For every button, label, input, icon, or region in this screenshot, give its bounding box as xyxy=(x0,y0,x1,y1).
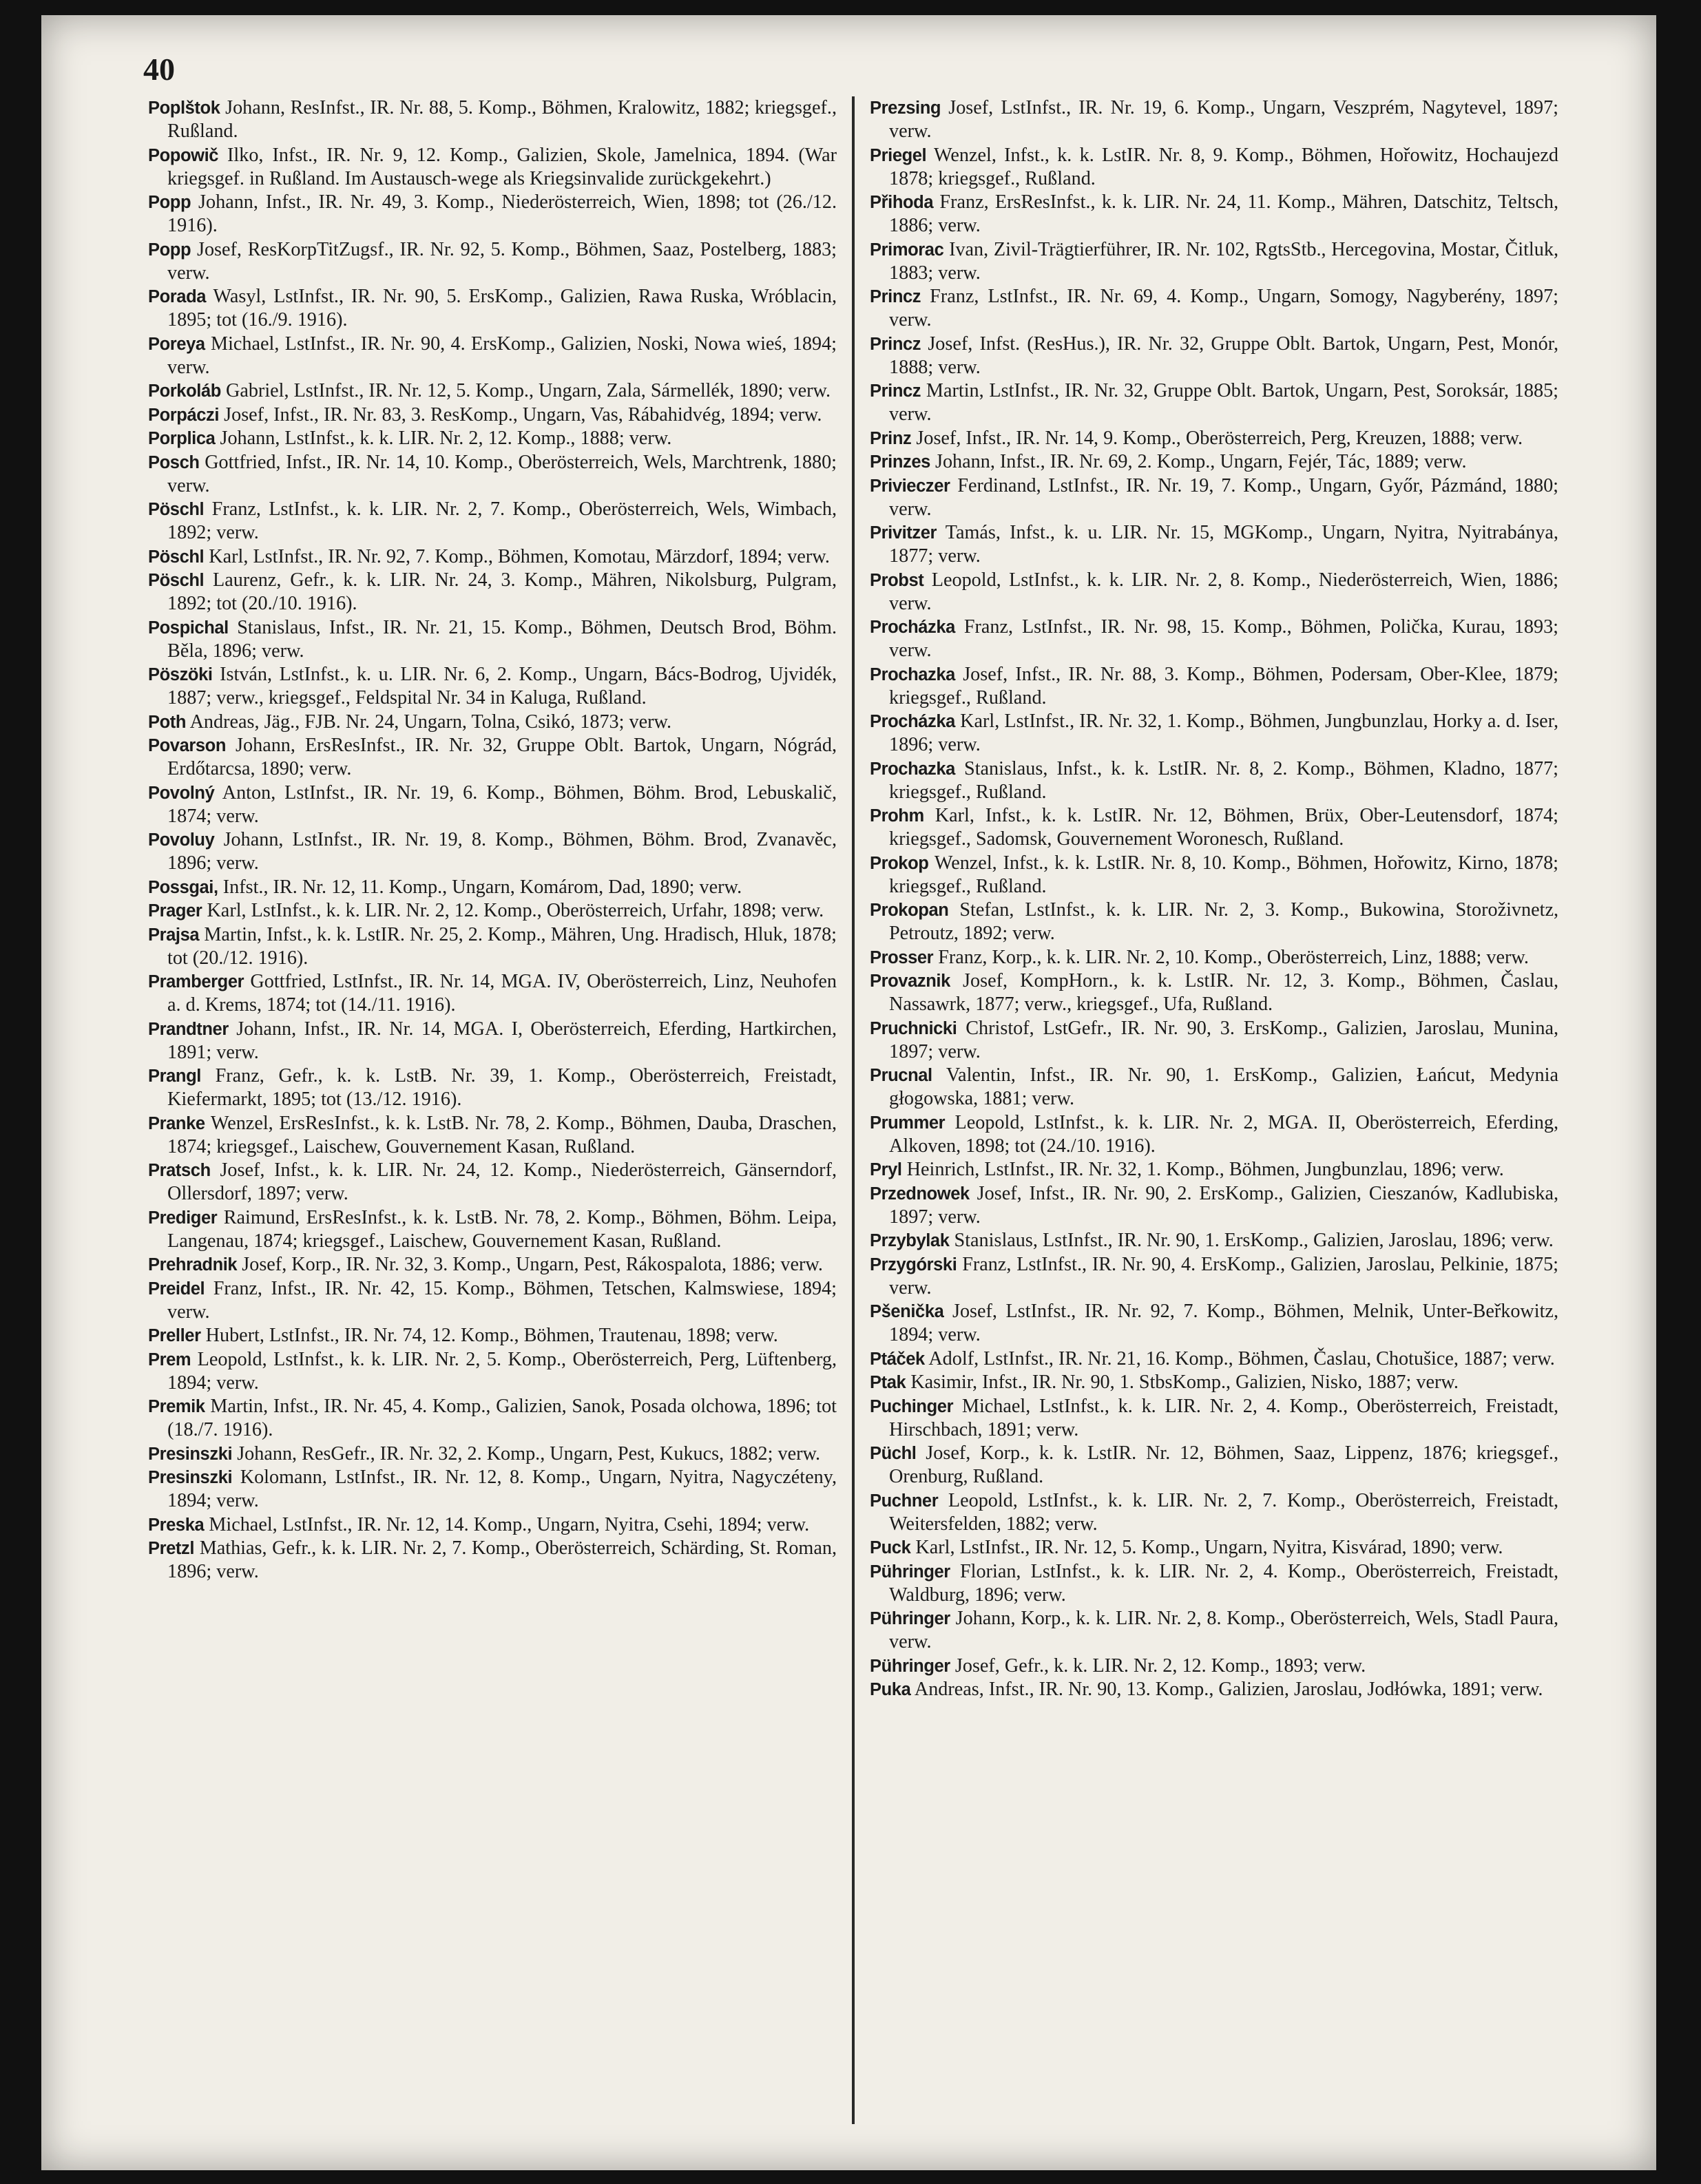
entry-details: Valentin, Infst., IR. Nr. 90, 1. ErsKomp., Galizien, Łańcut, Medynia głogowska, 1881; verw. xyxy=(889,1064,1558,1109)
entry-details: Franz, LstInfst., IR. Nr. 69, 4. Komp., Ungarn, Somogy, Nagyberény, 1897; verw. xyxy=(889,286,1558,330)
register-entry xyxy=(870,1607,1558,1654)
entry-surname: Procházka xyxy=(870,712,955,731)
entry-surname: Popp xyxy=(148,193,191,212)
register-entry xyxy=(870,1489,1558,1536)
register-entry xyxy=(148,1324,837,1347)
register-entry xyxy=(870,1253,1558,1300)
entry-surname: Prangl xyxy=(148,1067,201,1086)
page-number: 40 xyxy=(143,52,175,87)
entry-details: Franz, Gefr., k. k. LstB. Nr. 39, 1. Komp., Oberösterreich, Freistadt, Kiefermarkt, 1895; tot (13./12. 1916). xyxy=(167,1065,837,1110)
entry-details: Heinrich, LstInfst., IR. Nr. 32, 1. Komp., Böhmen, Jungbunzlau, 1896; verw. xyxy=(906,1159,1504,1180)
entry-surname: Princz xyxy=(870,287,921,306)
register-entry xyxy=(870,285,1558,332)
entry-surname: Ptáček xyxy=(870,1349,925,1369)
entry-details: Johann, Infst., IR. Nr. 49, 3. Komp., Niederösterreich, Wien, 1898; tot (26./12. 1916). xyxy=(167,191,837,236)
entry-details: Martin, Infst., k. k. LstIR. Nr. 25, 2. Komp., Mähren, Ung. Hradisch, Hluk, 1878; tot (20./12. 1916). xyxy=(167,923,837,969)
entry-surname: Puka xyxy=(870,1680,911,1699)
entry-details: Martin, LstInfst., IR. Nr. 32, Gruppe Oblt. Bartok, Ungarn, Pest, Soroksár, 1885; verw. xyxy=(889,380,1558,425)
entry-details: Christof, LstGefr., IR. Nr. 90, 3. ErsKomp., Galizien, Jaroslau, Munina, 1897; verw. xyxy=(889,1017,1558,1062)
entry-details: Josef, LstInfst., IR. Nr. 19, 6. Komp., Ungarn, Veszprém, Nagytevel, 1897; verw. xyxy=(889,97,1558,142)
entry-details: Laurenz, Gefr., k. k. LIR. Nr. 24, 3. Komp., Mähren, Nikolsburg, Pulgram, 1892; tot (20./10. 1916). xyxy=(167,569,837,614)
entry-surname: Pöschl xyxy=(148,571,205,590)
entry-surname: Povolný xyxy=(148,783,215,803)
entry-details: Johann, LstInfst., IR. Nr. 19, 8. Komp., Böhmen, Böhm. Brod, Zvanavěc, 1896; verw. xyxy=(167,829,837,874)
register-entry xyxy=(148,663,837,710)
register-entry xyxy=(870,238,1558,285)
register-entry xyxy=(870,191,1558,238)
register-entry xyxy=(870,1347,1558,1371)
entry-surname: Povoluy xyxy=(148,830,215,850)
register-entry xyxy=(148,1395,837,1442)
entry-surname: Prinz xyxy=(870,428,912,448)
register-entry xyxy=(148,427,837,450)
entry-details: Gottfried, Infst., IR. Nr. 14, 10. Komp., Oberösterreich, Wels, Marchtrenk, 1880; verw. xyxy=(167,451,837,496)
register-entry xyxy=(148,1206,837,1253)
register-entry xyxy=(148,1018,837,1064)
entry-details: Karl, Infst., k. k. LstIR. Nr. 12, Böhmen, Brüx, Ober-Leutensdorf, 1874; kriegsgef., Sadomsk, Gouvernement Woronesch, Rußland. xyxy=(889,805,1558,850)
register-entry xyxy=(148,734,837,781)
entry-details: Hubert, LstInfst., IR. Nr. 74, 12. Komp., Böhmen, Trautenau, 1898; verw. xyxy=(205,1325,778,1346)
entry-surname: Prohm xyxy=(870,806,924,826)
entry-details: Wenzel, Infst., k. k. LstIR. Nr. 8, 9. Komp., Böhmen, Hořowitz, Hochaujezd 1878; kriegsgef., Rußland. xyxy=(889,144,1558,189)
entry-surname: Prucnal xyxy=(870,1066,932,1085)
entry-details: Andreas, Infst., IR. Nr. 90, 13. Komp., Galizien, Jaroslau, Jodłówka, 1891; verw. xyxy=(914,1679,1543,1700)
register-entry xyxy=(148,1277,837,1324)
entry-details: Tamás, Infst., k. u. LIR. Nr. 15, MGKomp., Ungarn, Nyitra, Nyitrabánya, 1877; verw. xyxy=(889,522,1558,567)
entry-details: Gottfried, LstInfst., IR. Nr. 14, MGA. IV, Oberösterreich, Linz, Neuhofen a. d. Krems, 1874; tot (14./11. 1916). xyxy=(167,971,837,1016)
entry-surname: Pospichal xyxy=(148,618,229,638)
entry-surname: Ptak xyxy=(870,1373,906,1392)
entry-details: Kolomann, LstInfst., IR. Nr. 12, 8. Komp., Ungarn, Nyitra, Nagyczéteny, 1894; verw. xyxy=(167,1467,837,1511)
entry-details: Stanislaus, Infst., k. k. LstIR. Nr. 8, 2. Komp., Böhmen, Kladno, 1877; kriegsgef., Rußland. xyxy=(889,757,1558,803)
register-entry xyxy=(870,427,1558,450)
entry-details: Andreas, Jäg., FJB. Nr. 24, Ungarn, Tolna, Csikó, 1873; verw. xyxy=(189,711,672,733)
register-entry xyxy=(148,1442,837,1466)
register-entry xyxy=(148,1466,837,1513)
entry-surname: Pöszöki xyxy=(148,665,213,684)
entry-details: Stanislaus, Infst., IR. Nr. 21, 15. Komp., Böhmen, Deutsch Brod, Böhm. Běla, 1896; verw. xyxy=(167,616,837,662)
entry-surname: Pöschl xyxy=(148,500,205,519)
register-entry xyxy=(148,238,837,285)
entry-details: István, LstInfst., k. u. LIR. Nr. 6, 2. Komp., Ungarn, Bács-Bodrog, Ujvidék, 1887; verw., kriegsgef., Feldspital Nr. 34 in Kaluga, Rußland. xyxy=(167,664,837,708)
entry-surname: Pratsch xyxy=(148,1161,211,1180)
entry-surname: Posch xyxy=(148,452,200,472)
entry-surname: Poreya xyxy=(148,334,205,354)
register-entry xyxy=(870,569,1558,616)
entry-surname: Premik xyxy=(148,1397,205,1416)
entry-details: Franz, ErsResInfst., k. k. LIR. Nr. 24, 11. Komp., Mähren, Datschitz, Teltsch, 1886; verw. xyxy=(889,191,1558,236)
entry-surname: Porkoláb xyxy=(148,381,221,401)
entry-details: Florian, LstInfst., k. k. LIR. Nr. 2, 4. Komp., Oberösterreich, Freistadt, Waldburg, 1896; verw. xyxy=(889,1560,1558,1606)
entry-surname: Porplica xyxy=(148,429,216,448)
register-entry xyxy=(148,876,837,899)
entry-details: Leopold, LstInfst., k. k. LIR. Nr. 2, MGA. II, Oberösterreich, Eferding, Alkoven, 1898; tot (24./10. 1916). xyxy=(889,1111,1558,1157)
register-entry xyxy=(870,1371,1558,1394)
entry-surname: Pretzl xyxy=(148,1539,195,1558)
entry-details: Johann, Infst., IR. Nr. 14, MGA. I, Oberösterreich, Eferding, Hartkirchen, 1891; verw. xyxy=(167,1018,837,1063)
entry-details: Franz, LstInfst., IR. Nr. 90, 4. ErsKomp., Galizien, Jaroslau, Pelkinie, 1875; verw. xyxy=(889,1253,1558,1299)
register-entry xyxy=(870,144,1558,191)
entry-details: Franz, Infst., IR. Nr. 42, 15. Komp., Böhmen, Tetschen, Kalmswiese, 1894; verw. xyxy=(167,1277,837,1323)
entry-details: Ferdinand, LstInfst., IR. Nr. 19, 7. Komp., Ungarn, Győr, Pázmánd, 1880; verw. xyxy=(889,474,1558,520)
entry-surname: Provaznik xyxy=(870,972,950,991)
entry-details: Wasyl, LstInfst., IR. Nr. 90, 5. ErsKomp., Galizien, Rawa Ruska, Wróblacin, 1895; tot (16./9. 1916). xyxy=(167,286,837,330)
entry-surname: Prummer xyxy=(870,1113,946,1133)
register-entry xyxy=(870,969,1558,1016)
entry-details: Johann, LstInfst., k. k. LIR. Nr. 2, 12. Komp., 1888; verw. xyxy=(220,428,672,449)
entry-details: Josef, Korp., k. k. LstIR. Nr. 12, Böhmen, Saaz, Lippenz, 1876; kriegsgef., Orenburg, Rußland. xyxy=(889,1442,1558,1487)
entry-surname: Pryl xyxy=(870,1160,902,1179)
entry-details: Ivan, Zivil-Trägtierführer, IR. Nr. 102, RgtsStb., Hercegovina, Mostar, Čitluk, 1883; verw. xyxy=(889,238,1558,284)
entry-surname: Privieczer xyxy=(870,476,950,496)
register-entry xyxy=(870,710,1558,757)
entry-details: Kasimir, Infst., IR. Nr. 90, 1. StbsKomp., Galizien, Nisko, 1887; verw. xyxy=(910,1372,1459,1393)
register-entry xyxy=(148,1159,837,1206)
entry-details: Gabriel, LstInfst., IR. Nr. 12, 5. Komp., Ungarn, Zala, Sármellék, 1890; verw. xyxy=(225,380,831,401)
register-entry xyxy=(870,1536,1558,1560)
register-entry xyxy=(148,379,837,403)
entry-details: Karl, LstInfst., IR. Nr. 12, 5. Komp., Ungarn, Nyitra, Kisvárad, 1890; verw. xyxy=(915,1537,1503,1558)
entry-surname: Puchner xyxy=(870,1491,939,1511)
entry-surname: Primorac xyxy=(870,240,944,260)
register-entry xyxy=(870,1560,1558,1607)
right-column xyxy=(870,96,1558,2134)
register-entry xyxy=(870,474,1558,521)
register-entry xyxy=(148,781,837,828)
entry-details: Adolf, LstInfst., IR. Nr. 21, 16. Komp., Böhmen, Časlau, Chotušice, 1887; verw. xyxy=(928,1347,1555,1369)
register-entry xyxy=(870,1017,1558,1064)
register-entry xyxy=(148,616,837,663)
column-divider xyxy=(852,96,855,2124)
entry-surname: Prediger xyxy=(148,1208,218,1228)
entry-surname: Pranke xyxy=(148,1113,205,1133)
entry-surname: Prochazka xyxy=(870,664,955,684)
entry-surname: Prezsing xyxy=(870,98,941,118)
entry-surname: Prokopan xyxy=(870,901,949,920)
register-entry xyxy=(870,946,1558,969)
register-entry xyxy=(148,545,837,569)
register-entry xyxy=(148,1112,837,1159)
entry-details: Michael, LstInfst., IR. Nr. 90, 4. ErsKomp., Galizien, Noski, Nowa wieś, 1894; verw. xyxy=(167,333,837,378)
entry-surname: Püchl xyxy=(870,1444,917,1463)
register-entry xyxy=(870,1229,1558,1252)
register-entry xyxy=(870,450,1558,474)
register-entry xyxy=(870,804,1558,851)
entry-details: Stefan, LstInfst., k. k. LIR. Nr. 2, 3. Komp., Bukowina, Storoživnetz, Petroutz, 1892; verw. xyxy=(889,899,1558,944)
register-entry xyxy=(870,852,1558,899)
entry-surname: Přihoda xyxy=(870,193,934,212)
entry-details: Josef, LstInfst., IR. Nr. 92, 7. Komp., Böhmen, Melnik, Unter-Beřkowitz, 1894; verw. xyxy=(889,1301,1558,1345)
entry-surname: Pühringer xyxy=(870,1609,950,1628)
entry-details: Josef, Korp., IR. Nr. 32, 3. Komp., Ungarn, Pest, Rákospalota, 1886; verw. xyxy=(242,1254,823,1275)
register-entry xyxy=(870,1300,1558,1347)
register-entry xyxy=(148,1537,837,1584)
register-entry xyxy=(870,663,1558,710)
entry-surname: Prosser xyxy=(870,947,934,967)
register-entry xyxy=(148,1064,837,1111)
entry-surname: Presinszki xyxy=(148,1444,233,1464)
register-entry xyxy=(148,1513,837,1537)
entry-surname: Porpáczi xyxy=(148,405,220,425)
entry-surname: Pramberger xyxy=(148,972,244,991)
entry-surname: Prehradnik xyxy=(148,1255,238,1274)
entry-surname: Prokop xyxy=(870,853,929,873)
entry-details: Josef, Gefr., k. k. LIR. Nr. 2, 12. Komp., 1893; verw. xyxy=(954,1655,1366,1677)
entry-details: Karl, LstInfst., k. k. LIR. Nr. 2, 12. Komp., Oberösterreich, Urfahr, 1898; verw. xyxy=(207,900,824,921)
entry-details: Martin, Infst., IR. Nr. 45, 4. Komp., Galizien, Sanok, Posada olchowa, 1896; tot (18./7. 1916). xyxy=(167,1396,837,1440)
register-entry xyxy=(148,451,837,498)
entry-surname: Pühringer xyxy=(870,1562,950,1582)
entry-details: Johann, Korp., k. k. LIR. Nr. 2, 8. Komp., Oberösterreich, Wels, Stadl Paura, verw. xyxy=(889,1608,1558,1652)
entry-surname: Procházka xyxy=(870,618,955,637)
entry-details: Michael, LstInfst., k. k. LIR. Nr. 2, 4. Komp., Oberösterreich, Freistadt, Hirschbach, 1891; verw. xyxy=(889,1395,1558,1440)
entry-details: Josef, Infst., IR. Nr. 83, 3. ResKomp., Ungarn, Vas, Rábahidvég, 1894; verw. xyxy=(224,403,822,426)
register-entry xyxy=(870,1111,1558,1158)
entry-details: Josef, Infst., IR. Nr. 14, 9. Komp., Oberösterreich, Perg, Kreuzen, 1888; verw. xyxy=(916,427,1523,449)
register-entry xyxy=(148,923,837,970)
entry-details: Karl, LstInfst., IR. Nr. 92, 7. Komp., Böhmen, Komotau, Märzdorf, 1894; verw. xyxy=(209,545,830,567)
register-entry xyxy=(148,899,837,923)
register-entry xyxy=(870,899,1558,945)
entry-surname: Prager xyxy=(148,901,202,921)
register-entry xyxy=(870,1064,1558,1111)
entry-surname: Poplštok xyxy=(148,98,220,118)
register-entry xyxy=(870,333,1558,379)
register-entry xyxy=(148,96,837,143)
register-entry xyxy=(148,828,837,875)
entry-details: Johann, ResGefr., IR. Nr. 32, 2. Komp., Ungarn, Pest, Kukucs, 1882; verw. xyxy=(237,1442,821,1464)
register-entry xyxy=(870,379,1558,426)
entry-surname: Princz xyxy=(870,334,921,354)
entry-surname: Prem xyxy=(148,1350,191,1369)
entry-surname: Privitzer xyxy=(870,523,937,543)
entry-details: Ilko, Infst., IR. Nr. 9, 12. Komp., Galizien, Skole, Jamelnica, 1894. (War kriegsgef. in Rußland. Im Austausch-wege als Kriegsinvalide zurückgekehrt.) xyxy=(167,144,837,189)
register-entry xyxy=(870,1655,1558,1678)
register-entry xyxy=(870,1395,1558,1442)
entry-details: Franz, Korp., k. k. LIR. Nr. 2, 10. Komp., Oberösterreich, Linz, 1888; verw. xyxy=(938,946,1529,968)
entry-surname: Prochazka xyxy=(870,759,955,779)
entry-details: Josef, Infst. (ResHus.), IR. Nr. 32, Gruppe Oblt. Bartok, Ungarn, Pest, Monór, 1888; verw. xyxy=(889,333,1558,378)
entry-surname: Preller xyxy=(148,1326,201,1345)
entry-surname: Popp xyxy=(148,240,191,260)
entry-surname: Pöschl xyxy=(148,547,205,567)
entry-details: Leopold, LstInfst., k. k. LIR. Nr. 2, 7. Komp., Oberösterreich, Freistadt, Weitersfelden, 1882; verw. xyxy=(889,1489,1558,1535)
register-entry xyxy=(148,569,837,616)
entry-surname: Princz xyxy=(870,381,921,401)
entry-details: Josef, Infst., IR. Nr. 90, 2. ErsKomp., Galizien, Cieszanów, Kadlubiska, 1897; verw. xyxy=(889,1182,1558,1228)
register-entry xyxy=(148,403,837,427)
register-entry xyxy=(870,521,1558,568)
entry-details: Leopold, LstInfst., k. k. LIR. Nr. 2, 8. Komp., Niederösterreich, Wien, 1886; verw. xyxy=(889,569,1558,614)
entry-surname: Probst xyxy=(870,570,924,590)
entry-surname: Popowič xyxy=(148,145,219,165)
entry-details: Johann, ResInfst., IR. Nr. 88, 5. Komp., Böhmen, Kralowitz, 1882; kriegsgef., Rußland. xyxy=(167,97,837,142)
entry-surname: Presinszki xyxy=(148,1468,233,1487)
entry-details: Josef, Infst., k. k. LIR. Nr. 24, 12. Komp., Niederösterreich, Gänserndorf, Ollersdorf, 1897; verw. xyxy=(167,1159,837,1204)
entry-details: Infst., IR. Nr. 12, 11. Komp., Ungarn, Komárom, Dad, 1890; verw. xyxy=(222,876,742,898)
register-entry xyxy=(148,285,837,332)
entry-details: Mathias, Gefr., k. k. LIR. Nr. 2, 7. Komp., Oberösterreich, Schärding, St. Roman, 1896; verw. xyxy=(167,1537,837,1582)
entry-surname: Prinzes xyxy=(870,452,930,472)
entry-details: Wenzel, ErsResInfst., k. k. LstB. Nr. 78, 2. Komp., Böhmen, Dauba, Draschen, 1874; kriegsgef., Laischew, Gouvernement Kasan, Rußland. xyxy=(167,1112,837,1157)
entry-details: Leopold, LstInfst., k. k. LIR. Nr. 2, 5. Komp., Oberösterreich, Perg, Lüftenberg, 1894; verw. xyxy=(167,1348,837,1394)
entry-surname: Preidel xyxy=(148,1279,205,1299)
register-entry xyxy=(148,333,837,379)
entry-details: Josef, Infst., IR. Nr. 88, 3. Komp., Böhmen, Podersam, Ober-Klee, 1879; kriegsgef., Rußland. xyxy=(889,663,1558,708)
register-entry xyxy=(870,1182,1558,1229)
entry-surname: Prajsa xyxy=(148,925,200,945)
register-entry xyxy=(870,96,1558,143)
register-entry xyxy=(148,970,837,1017)
entry-surname: Przygórski xyxy=(870,1254,957,1274)
entry-surname: Possgai, xyxy=(148,877,218,897)
entry-surname: Pühringer xyxy=(870,1656,950,1676)
register-entry xyxy=(870,757,1558,804)
entry-surname: Priegel xyxy=(870,145,927,165)
entry-surname: Povarson xyxy=(148,736,227,755)
register-entry xyxy=(148,144,837,191)
entry-surname: Prandtner xyxy=(148,1019,229,1039)
entry-details: Josef, KompHorn., k. k. LstIR. Nr. 12, 3. Komp., Böhmen, Časlau, Nassawrk, 1877; verw., kriegsgef., Ufa, Rußland. xyxy=(889,970,1558,1015)
register-entry xyxy=(870,1158,1558,1182)
entry-surname: Puchinger xyxy=(870,1396,954,1416)
register-entry xyxy=(148,191,837,238)
register-entry xyxy=(148,498,837,545)
register-entry xyxy=(870,616,1558,662)
entry-details: Wenzel, Infst., k. k. LstIR. Nr. 8, 10. Komp., Böhmen, Hořowitz, Kirno, 1878; kriegsgef., Rußland. xyxy=(889,852,1558,897)
entry-surname: Puck xyxy=(870,1538,911,1557)
entry-surname: Pšenička xyxy=(870,1302,944,1321)
entry-details: Anton, LstInfst., IR. Nr. 19, 6. Komp., Böhmen, Böhm. Brod, Lebuskalič, 1874; verw. xyxy=(167,781,837,827)
entry-surname: Porada xyxy=(148,287,207,306)
entry-details: Michael, LstInfst., IR. Nr. 12, 14. Komp., Ungarn, Nyitra, Csehi, 1894; verw. xyxy=(209,1513,810,1535)
register-entry xyxy=(148,711,837,734)
entry-details: Franz, LstInfst., IR. Nr. 98, 15. Komp., Böhmen, Polička, Kurau, 1893; verw. xyxy=(889,616,1558,661)
entry-details: Johann, Infst., IR. Nr. 69, 2. Komp., Ungarn, Fejér, Tác, 1889; verw. xyxy=(935,451,1467,472)
entry-details: Johann, ErsResInfst., IR. Nr. 32, Gruppe Oblt. Bartok, Ungarn, Nógrád, Erdőtarcsa, 1890; verw. xyxy=(167,735,837,779)
entry-surname: Przybylak xyxy=(870,1231,950,1250)
register-entry xyxy=(870,1442,1558,1489)
left-column xyxy=(148,96,837,2134)
entry-details: Raimund, ErsResInfst., k. k. LstB. Nr. 78, 2. Komp., Böhmen, Böhm. Leipa, Langenau, 1874; kriegsgef., Laischew, Gouvernement Kasan, Rußland. xyxy=(167,1206,837,1252)
entry-surname: Preska xyxy=(148,1515,205,1535)
entry-details: Franz, LstInfst., k. k. LIR. Nr. 2, 7. Komp., Oberösterreich, Wels, Wimbach, 1892; verw. xyxy=(167,498,837,543)
register-entry xyxy=(148,1348,837,1395)
register-entry xyxy=(870,1678,1558,1701)
entry-surname: Pruchnicki xyxy=(870,1018,957,1038)
scanned-page xyxy=(41,15,1656,2170)
entry-details: Stanislaus, LstInfst., IR. Nr. 90, 1. ErsKomp., Galizien, Jaroslau, 1896; verw. xyxy=(954,1230,1554,1251)
register-entry xyxy=(148,1253,837,1277)
entry-surname: Poth xyxy=(148,712,187,732)
entry-details: Karl, LstInfst., IR. Nr. 32, 1. Komp., Böhmen, Jungbunzlau, Horky a. d. Iser, 1896; verw. xyxy=(889,711,1558,755)
entry-surname: Przednowek xyxy=(870,1184,970,1204)
entry-details: Josef, ResKorpTitZugsf., IR. Nr. 92, 5. Komp., Böhmen, Saaz, Postelberg, 1883; verw. xyxy=(167,238,837,284)
